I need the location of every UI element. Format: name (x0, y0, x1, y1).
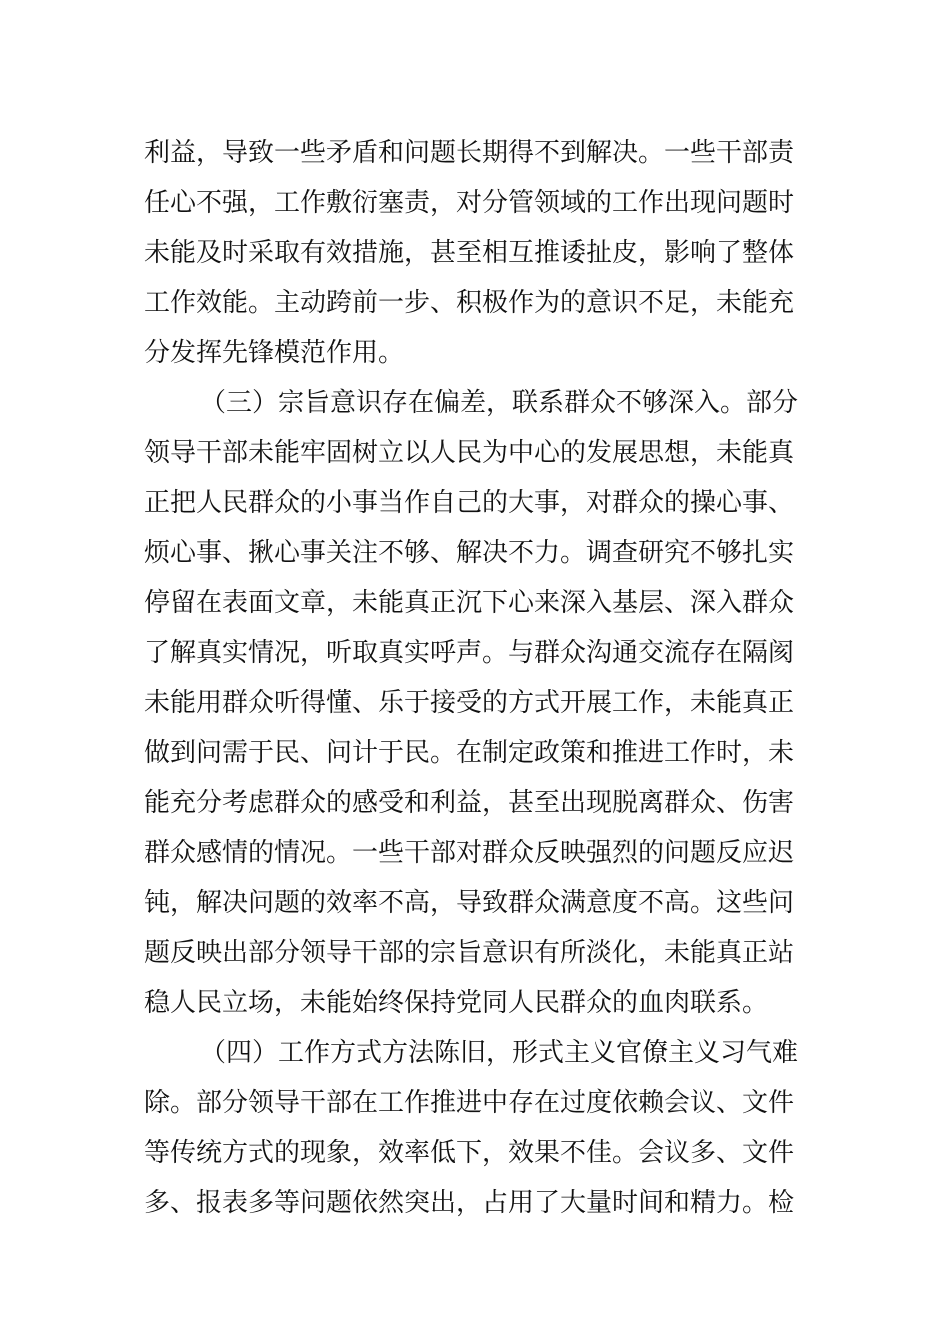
text-line-4: 工作效能。主动跨前一步、积极作为的意识不足，未能充 (144, 288, 795, 318)
text-line-13: 做到问需于民、问计于民。在制定政策和推进工作时，未 (144, 738, 795, 768)
text-line-5: 分发挥先锋模范作用。 (144, 338, 405, 368)
text-line-18: 稳人民立场，未能始终保持党同人民群众的血肉联系。 (144, 988, 769, 1018)
text-line-15: 群众感情的情况。一些干部对群众反映强烈的问题反应迟 (144, 838, 795, 868)
text-line-7: 领导干部未能牢固树立以人民为中心的发展思想，未能真 (144, 438, 795, 468)
section-heading-three: （三）宗旨意识存在偏差，联系群众不够深入。部分 (200, 388, 799, 418)
text-line-8: 正把人民群众的小事当作自己的大事，对群众的操心事、 (144, 488, 795, 518)
text-line-10: 停留在表面文章，未能真正沉下心来深入基层、深入群众 (144, 588, 795, 618)
text-line-9: 烦心事、揪心事关注不够、解决不力。调查研究不够扎实 (144, 538, 795, 568)
text-line-22: 多、报表多等问题依然突出，占用了大量时间和精力。检 (144, 1188, 795, 1218)
text-line-14: 能充分考虑群众的感受和利益，甚至出现脱离群众、伤害 (144, 788, 795, 818)
text-line-21: 等传统方式的现象，效率低下，效果不佳。会议多、文件 (144, 1138, 795, 1168)
text-line-12: 未能用群众听得懂、乐于接受的方式开展工作，未能真正 (144, 688, 795, 718)
text-line-17: 题反映出部分领导干部的宗旨意识有所淡化，未能真正站 (144, 938, 795, 968)
text-line-2: 任心不强，工作敷衍塞责，对分管领域的工作出现问题时 (144, 188, 795, 218)
text-line-3: 未能及时采取有效措施，甚至相互推诿扯皮，影响了整体 (144, 238, 795, 268)
text-line-16: 钝，解决问题的效率不高，导致群众满意度不高。这些问 (144, 888, 795, 918)
text-line-1: 利益，导致一些矛盾和问题长期得不到解决。一些干部责 (144, 138, 795, 168)
text-line-20: 除。部分领导干部在工作推进中存在过度依赖会议、文件 (144, 1088, 795, 1118)
document-body (144, 128, 814, 1228)
section-heading-four: （四）工作方式方法陈旧，形式主义官僚主义习气难 (200, 1038, 799, 1068)
text-line-11: 了解真实情况，听取真实呼声。与群众沟通交流存在隔阂 (144, 638, 795, 668)
